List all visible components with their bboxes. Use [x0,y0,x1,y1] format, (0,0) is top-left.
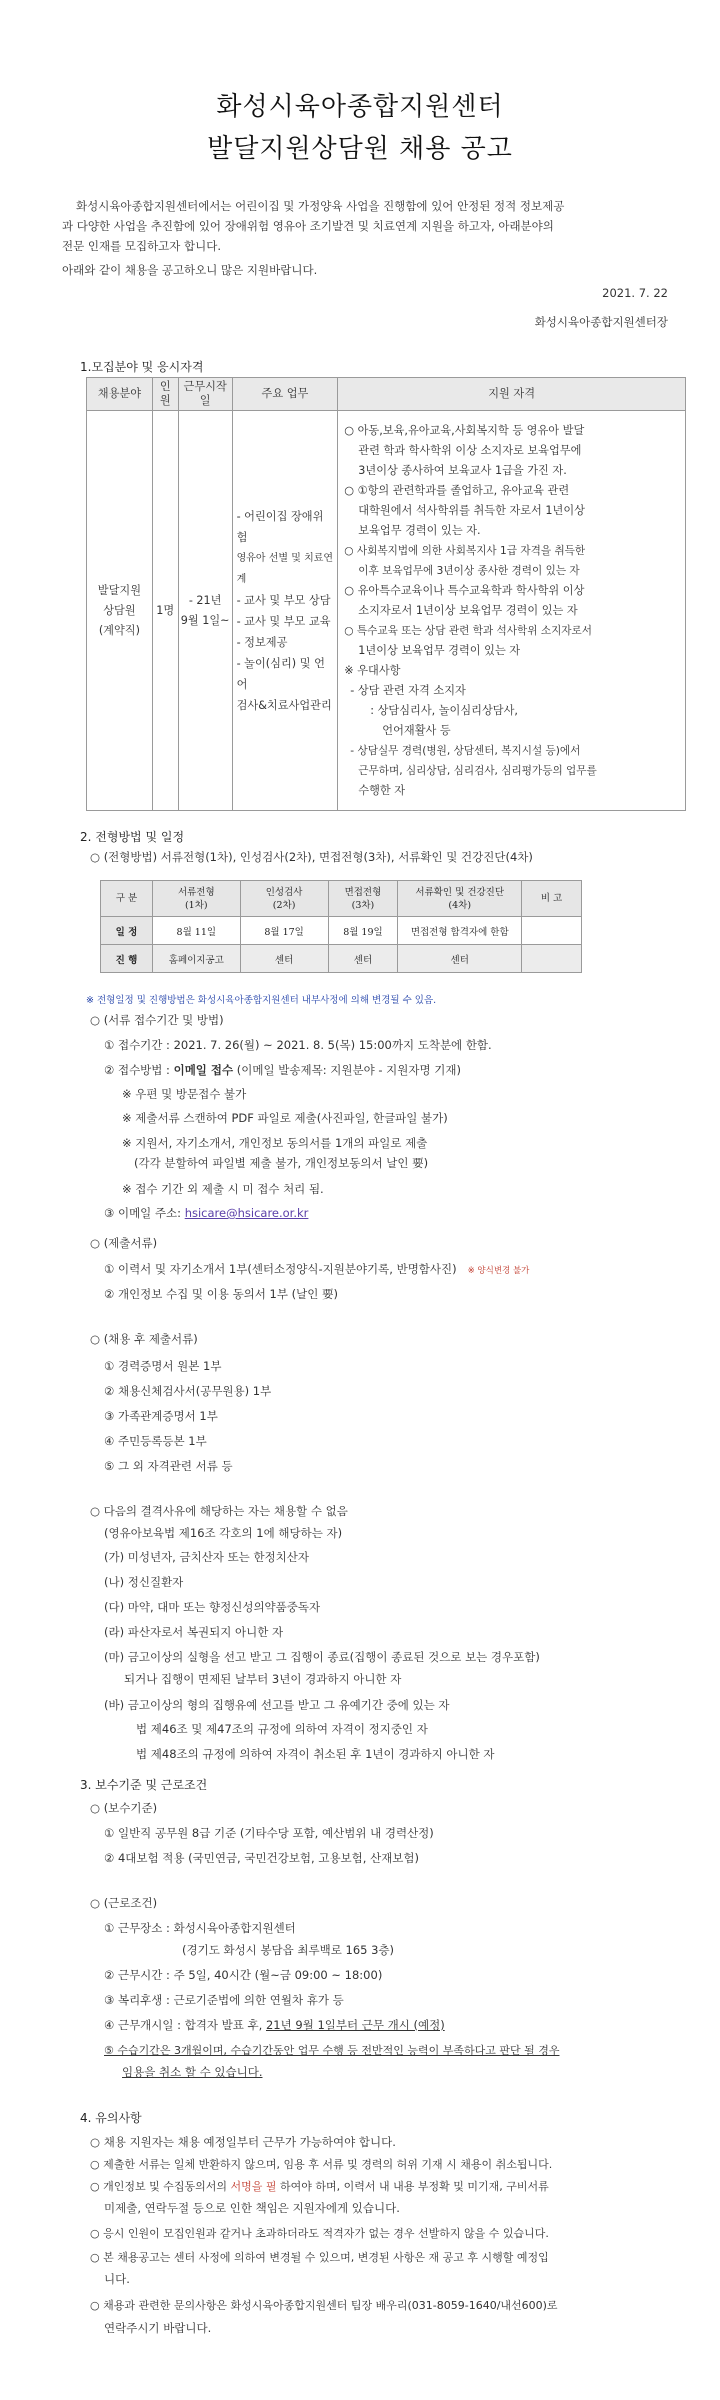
work-title: ○ (근로조건) [90,1896,158,1910]
intro-paragraph: 화성시육아종합지원센터에서는 어린이집 및 가정양육 사업을 진행함에 있어 안정된 정적 정보제공 과 다양한 사업을 추진함에 있어 장애위험 영유아 조기발견 및 치료연계 지원을 하고자, 아래분야의 전문 인재를 모집하고자 합니다. [62,199,565,253]
schedule-cell: 8월 19일 [328,917,398,945]
schedule-cell: 센터 [398,945,522,973]
work-item-probation-cont: 임용을 취소 할 수 있습니다. [122,2065,263,2079]
pay-item: ② 4대보험 적용 (국민연금, 국민건강보험, 고용보험, 산재보험) [104,1851,420,1865]
doc-note: ※ 접수 기간 외 제출 시 미 접수 처리 됨. [122,1182,324,1196]
th-start: 근무시작일 [178,378,232,411]
schedule-cell [522,945,582,973]
section1-heading: 1.모집분야 및 응시자격 [80,360,204,374]
th-count: 인원 [152,378,178,411]
notice-item: ○ 개인정보 및 수집동의서의 서명을 필 하여야 하며, 이력서 내 내용 부정확 및 미기재, 구비서류 [90,2180,549,2193]
work-item: ① 근무장소 : 화성시육아종합지원센터 [104,1921,296,1935]
notice-item: ○ 채용과 관련한 문의사항은 화성시육아종합지원센터 팀장 배우리(031-8059-1640/내선600)로 [90,2299,558,2312]
page-title-org: 화성시육아종합지원센터 [216,92,504,122]
cell-field: 발달지원 상담원 (계약직) [87,411,153,811]
notice-item: ○ 응시 인원이 모집인원과 같거나 초과하더라도 적격자가 없는 경우 선발하지 않을 수 있습니다. [90,2227,549,2240]
cell-qualifications: ○ 아동,보육,유아교육,사회복지학 등 영유아 발달 관련 학과 학사학위 이상 소지자로 보육업무에 3년이상 종사하여 보육교사 1급을 가진 자. ○ ①항의 관련학과를 졸업하고, 유아교육 관련 대학원에서 석사학위를 취득한 자로서 1년이상 보육업무 경력이 있는 자. ○ 사회복지법에 의한 사회복지사 1급 자격을 취득한 이후 보육업무에 3년이상 종사한 경력이 있는 자 ○ 유아특수교육이나 특수교육학과 학사학위 이상 소지자로서 1년이상 보육업무 경력이 있는 자 ○ 특수교육 또는 상담 관련 학과 석사학위 소지자로서 1년이상 보육업무 경력이 있는 자 ※ 우대사항 - 상담 관련 자격 소지자 : 상담심리사, 놀이심리상담사, 언어재활사 등 - 상담실무 경력(병원, 상담센터, 복지시설 등)에서 근무하며, 심리상담, 심리검사, 심리평가등의 업무를 수행한 자 [338,411,686,811]
work-item: ② 근무시간 : 주 5일, 40시간 (월~금 09:00 ~ 18:00) [104,1968,383,1982]
schedule-date-row [101,917,582,945]
work-item: ③ 복리후생 : 근로기준법에 의한 연월차 휴가 등 [104,1993,344,2007]
doc-period-title: ○ (서류 접수기간 및 방법) [90,1013,224,1027]
doc-note: (각각 분할하여 파일별 제출 불가, 개인정보동의서 날인 要) [134,1156,429,1170]
notice-item: ○ 채용 지원자는 채용 예정일부터 근무가 가능하여야 합니다. [90,2135,396,2149]
recruitment-table-row [87,411,686,811]
cell-start: - 21년 9월 1일~ [178,411,232,811]
disq-sub: (영유아보육법 제16조 각호의 1에 해당하는 자) [104,1526,343,1540]
disq-title: ○ 다음의 결격사유에 해당하는 자는 채용할 수 없음 [90,1504,348,1518]
work-start-date: 21년 9월 1일부터 근무 개시 (예정) [265,2018,445,2032]
cell-count: 1명 [152,411,178,811]
schedule-cell: 8월 11일 [152,917,240,945]
schedule-cell [522,917,582,945]
disq-item: (다) 마약, 대마 또는 향정신성의약품중독자 [104,1600,321,1614]
doc-method: ② 접수방법 : 이메일 접수 (이메일 발송제목: 지원분야 - 지원자명 기재) [104,1063,461,1077]
schedule-header-cell: 비 고 [522,881,582,917]
schedule-header-cell: 면접전형 (3차) [328,881,398,917]
schedule-place-row [101,945,582,973]
work-address: (경기도 화성시 봉담읍 최루백로 165 3층) [182,1943,395,1957]
pay-item: ① 일반직 공무원 8급 기준 (기타수당 포함, 예산범위 내 경력산정) [104,1826,434,1840]
disq-item: (나) 정신질환자 [104,1575,184,1589]
section2-heading: 2. 전형방법 및 일정 [80,830,185,844]
recruitment-table-header [87,378,686,411]
schedule-header-cell: 서류확인 및 건강진단 (4차) [398,881,522,917]
disq-item: (가) 미성년자, 금치산자 또는 한정치산자 [104,1550,309,1564]
schedule-note: ※ 전형일정 및 진행방법은 화성시육아종합지원센터 내부사정에 의해 변경될 수 있음. [86,995,437,1006]
schedule-row-label: 진 행 [101,945,153,973]
notice-item-cont: 미제출, 연락두절 등으로 인한 책임은 지원자에게 있습니다. [104,2201,400,2215]
intro-text [62,196,670,280]
schedule-cell: 센터 [240,945,328,973]
notice-item: ○ 본 채용공고는 센터 사정에 의하여 변경될 수 있으며, 변경된 사항은 재 공고 후 시행할 예정입 [90,2251,549,2264]
cell-duties: - 어린이집 장애위험 영유아 선별 및 치료연계 - 교사 및 부모 상담 - 교사 및 부모 교육 - 정보제공 - 놀이(심리) 및 언어 검사&치료사업관리 [232,411,338,811]
schedule-header-cell: 서류전형 (1차) [152,881,240,917]
selection-method: ○ (전형방법) 서류전형(1차), 인성검사(2차), 면접전형(3차), 서류확인 및 건강진단(4차) [90,850,533,864]
disq-item: 법 제48조의 규정에 의하여 자격이 취소된 후 1년이 경과하지 아니한 자 [136,1747,495,1761]
work-item-probation: ⑤ 수습기간은 3개월이며, 수습기간동안 업무 수행 등 전반적인 능력이 부족하다고 판단 될 경우 [104,2044,560,2057]
schedule-row-label: 일 정 [101,917,153,945]
after-item: ① 경력증명서 원본 1부 [104,1359,222,1373]
submit-title: ○ (제출서류) [90,1236,158,1250]
schedule-cell: 면접전형 합격자에 한함 [398,917,522,945]
schedule-header-cell: 구 분 [101,881,153,917]
th-qualifications: 지원 자격 [338,378,686,411]
recruitment-table [86,377,686,811]
schedule-header-row [101,881,582,917]
after-item: ③ 가족관계증명서 1부 [104,1409,218,1423]
page-title-notice: 발달지원상담원 채용 공고 [207,134,513,164]
schedule-cell: 8월 17일 [240,917,328,945]
notice-item: ○ 제출한 서류는 일체 반환하지 않으며, 임용 후 서류 및 경력의 허위 기재 시 채용이 취소됩니다. [90,2158,553,2171]
notice-item-cont: 니다. [104,2272,130,2286]
work-item: ④ 근무개시일 : 합격자 발표 후, 21년 9월 1일부터 근무 개시 (예정) [104,2018,445,2032]
doc-note: ※ 우편 및 방문접수 불가 [122,1087,247,1101]
after-item: ④ 주민등록등본 1부 [104,1434,207,1448]
doc-note: ※ 제출서류 스캔하여 PDF 파일로 제출(사진파일, 한글파일 불가) [122,1111,448,1125]
notice-date: 2021. 7. 22 [602,286,668,300]
intro-request: 아래와 같이 채용을 공고하오니 많은 지원바랍니다. [62,263,318,277]
submit-note: ※ 양식변경 불가 [467,1266,530,1276]
disq-item: (마) 금고이상의 실형을 선고 받고 그 집행이 종료(집행이 종료된 것으로 보는 경우포함) [104,1650,540,1664]
th-duties: 주요 업무 [232,378,338,411]
email-line: ③ 이메일 주소: hsicare@hsicare.or.kr [104,1206,309,1220]
notice-issuer: 화성시육아종합지원센터장 [534,315,668,329]
doc-note: ※ 지원서, 자기소개서, 개인정보 동의서를 1개의 파일로 제출 [122,1136,428,1150]
schedule-header-cell: 인성검사 (2차) [240,881,328,917]
notice-item-cont: 연락주시기 바랍니다. [104,2321,212,2335]
schedule-table [100,880,582,973]
after-title: ○ (채용 후 제출서류) [90,1332,198,1346]
after-item: ② 채용신체검사서(공무원용) 1부 [104,1384,272,1398]
schedule-cell: 센터 [328,945,398,973]
disq-item: 법 제46조 및 제47조의 규정에 의하여 자격이 정지중인 자 [136,1722,428,1736]
schedule-cell: 홈페이지공고 [152,945,240,973]
section4-heading: 4. 유의사항 [80,2111,142,2125]
submit-item: ② 개인정보 수집 및 이용 동의서 1부 (날인 要) [104,1287,338,1301]
disq-item: (라) 파산자로서 복권되지 아니한 자 [104,1625,284,1639]
disq-item: 되거나 집행이 면제된 날부터 3년이 경과하지 아니한 자 [124,1672,402,1686]
after-item: ⑤ 그 외 자격관련 서류 등 [104,1459,233,1473]
disq-item: (바) 금고이상의 형의 집행유예 선고를 받고 그 유예기간 중에 있는 자 [104,1698,450,1712]
doc-period: ① 접수기간 : 2021. 7. 26(월) ~ 2021. 8. 5(목) 15:00까지 도착분에 한함. [104,1038,492,1052]
email-link[interactable]: hsicare@hsicare.or.kr [184,1206,309,1220]
th-field: 채용분야 [87,378,153,411]
section3-heading: 3. 보수기준 및 근로조건 [80,1778,208,1792]
signature-required: 서명을 필 [230,2180,277,2193]
pay-title: ○ (보수기준) [90,1801,158,1815]
submit-item: ① 이력서 및 자기소개서 1부(센터소정양식-지원분야기록, 반명함사진) ※ 양식변경 불가 [104,1262,530,1276]
